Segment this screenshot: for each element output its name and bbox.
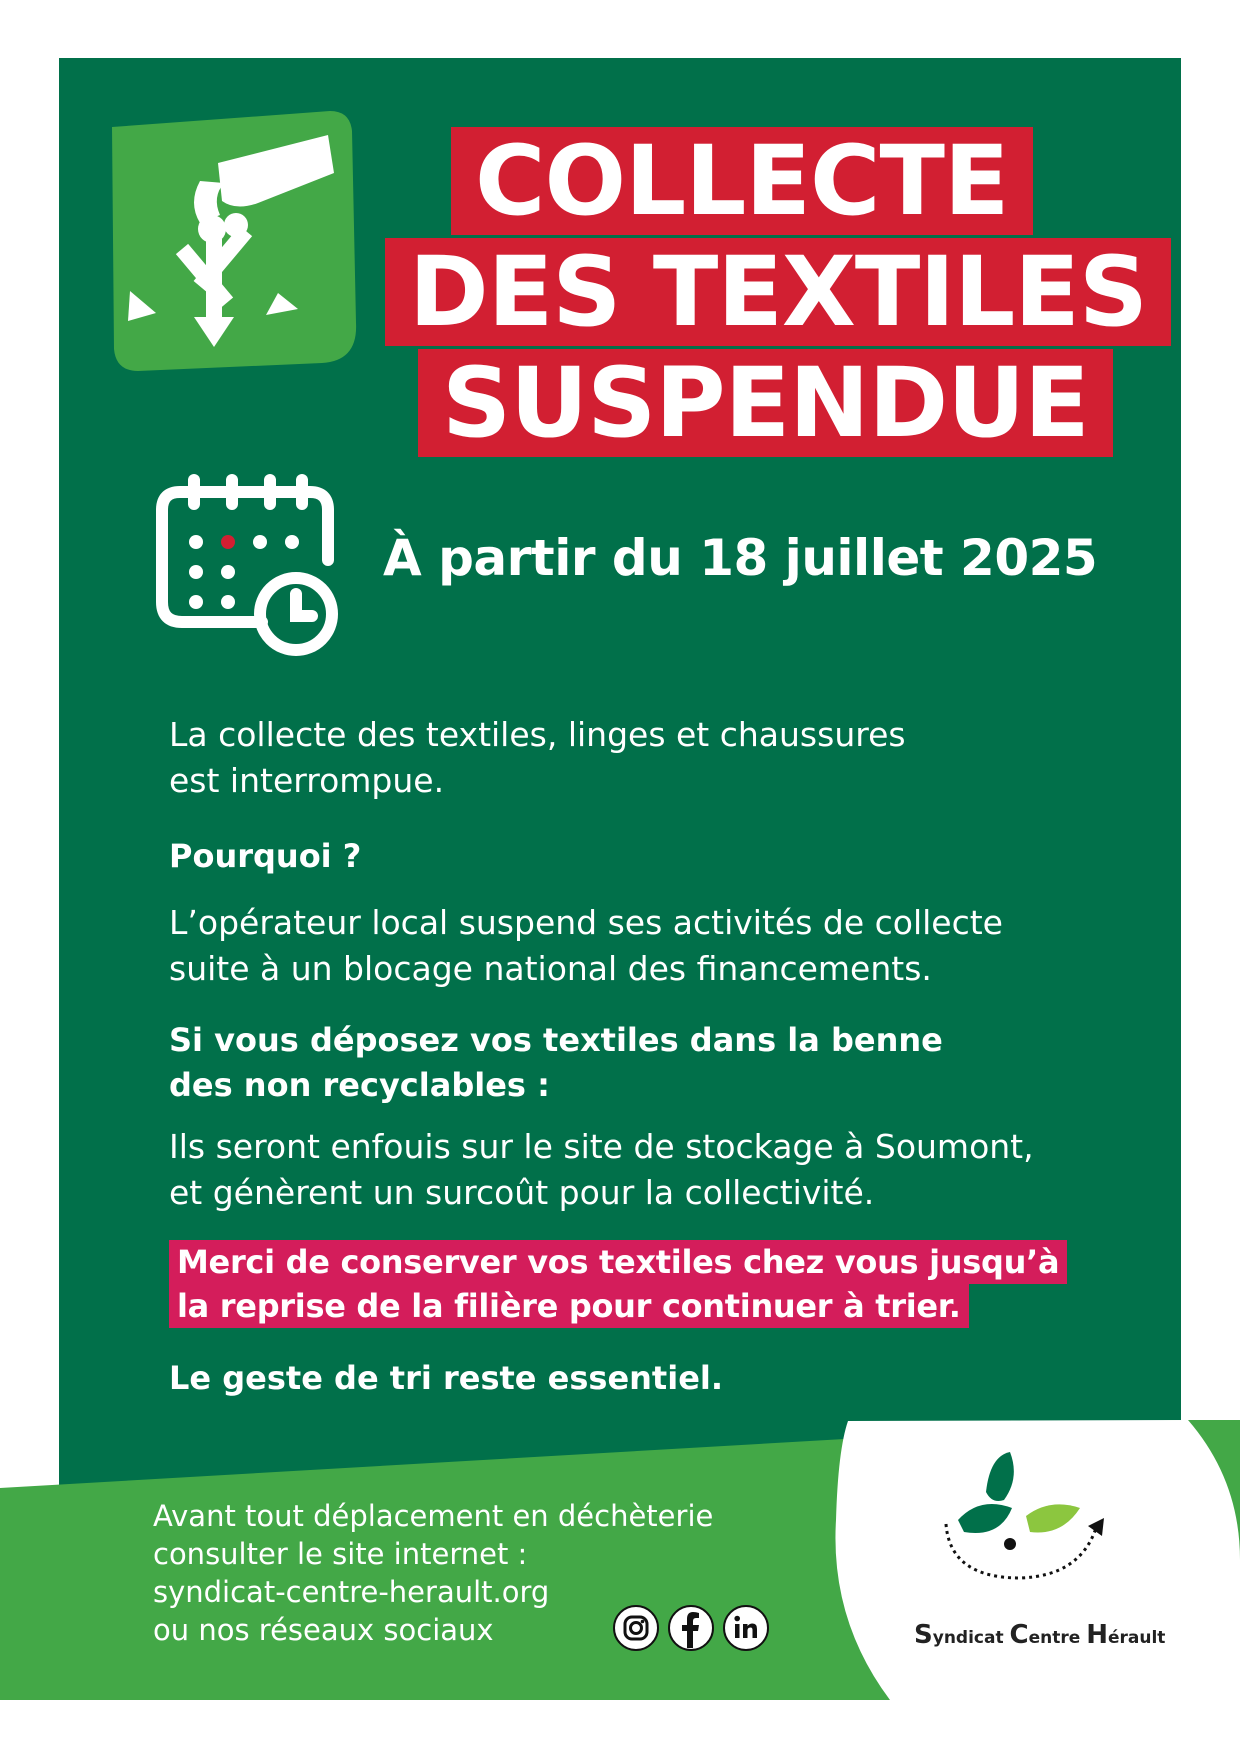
footer-line-2: consulter le site internet : [153, 1537, 528, 1571]
why-paragraph: L’opérateur local suspend ses activités de collecte suite à un blocage national des financements. [169, 903, 1003, 988]
footer-line-4: ou nos réseaux sociaux [153, 1613, 494, 1647]
consequence-paragraph: Ils seront enfouis sur le site de stockage à Soumont, et génèrent un surcoût pour la collectivité. [169, 1127, 1034, 1212]
title-line-3: SUSPENDUE [418, 349, 1113, 457]
closing-statement: Le geste de tri reste essentiel. [169, 1359, 724, 1397]
why-heading: Pourquoi ? [169, 837, 362, 875]
start-date: À partir du 18 juillet 2025 [383, 529, 1098, 587]
syndicat-logo-text: Syndicat Centre Hérault [914, 1620, 1166, 1650]
highlight-line-1: Merci de conserver vos textiles chez vous jusqu’à [169, 1240, 1067, 1284]
deposit-heading: Si vous déposez vos textiles dans la benne des non recyclables : [169, 1021, 943, 1104]
intro-paragraph: La collecte des textiles, linges et chaussures est interrompue. [169, 715, 906, 800]
textile-hand-icon [108, 111, 368, 371]
highlight-line-2: la reprise de la filière pour continuer à trier. [169, 1284, 969, 1328]
footer-line-1: Avant tout déplacement en déchèterie [153, 1499, 714, 1533]
syndicat-logo-icon [930, 1448, 1130, 1598]
title-line-1: COLLECTE [451, 127, 1033, 235]
instagram-icon[interactable] [612, 1604, 660, 1652]
linkedin-icon[interactable] [722, 1604, 770, 1652]
title-line-2: DES TEXTILES [385, 238, 1171, 346]
calendar-clock-icon [152, 474, 342, 664]
highlight-message [169, 1240, 1067, 1328]
facebook-icon[interactable] [667, 1604, 715, 1652]
website-link[interactable]: syndicat-centre-herault.org [153, 1575, 550, 1609]
